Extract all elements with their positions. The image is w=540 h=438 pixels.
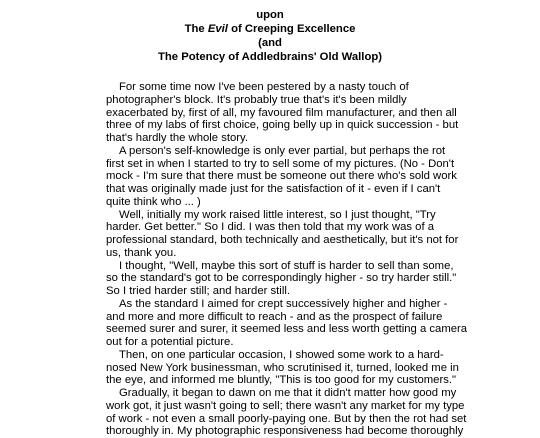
title-line-1: upon [256, 9, 284, 21]
body-line: out for a potential picture. [106, 336, 234, 348]
body-line: Gradually, it began to dawn on me that it didn't matter how good my [119, 387, 457, 399]
title-line-2-emphasis: Evil [207, 23, 228, 35]
body-line: that was originally made just for the satisfaction of it - even if I can't [106, 183, 441, 195]
body-line: harder. Get better." So I did. I was then told that my work was of a [106, 221, 435, 234]
body-line: exacerbated by, first of all, my favoured film manufacturer, and then all [106, 106, 457, 119]
body-line: that's hardly the whole story. [106, 132, 248, 144]
title-line-4: The Potency of Addledbrains' Old Wallop) [157, 51, 383, 63]
body-line: first set in when I started to try to sell some of my pictures. (No - Don't [106, 157, 455, 170]
body-line: so the standard's got to be correspondingly higher - so try harder still." [106, 272, 457, 285]
body-line: So I tried harder still; and harder still. [106, 285, 290, 297]
document-title [0, 8, 540, 64]
body-line: and more and more difficult to reach - and as the prospect of failure [106, 310, 443, 323]
body-line: I thought, "Well, maybe this sort of stuff is harder to sell than some, [119, 259, 454, 272]
body-line: three of my labs of first choice, going belly up in quick succession - but [106, 119, 459, 132]
title-line-2-pre: The [184, 23, 208, 35]
body-line: quite think who ... ) [106, 195, 201, 208]
body-line: thoroughly in. My photographic responsiveness had become thoroughly [106, 425, 464, 438]
body-line: the eye, and informed me bluntly, "This is too good for my customers." [106, 374, 457, 387]
body-line: A person's self-knowledge is only ever partial, but perhaps the rot [119, 144, 446, 157]
title-line-2-post: of Creeping Excellence [227, 23, 356, 35]
body-line: professional standard, both technically and aesthetically, but it's not for [106, 234, 459, 246]
body-line: seemed surer and surer, it seemed less and less worth getting a camera [106, 323, 468, 336]
body-line: For some time now I've been pestered by a nasty touch of [119, 81, 409, 93]
body-line: nosed New York businessman, who scrutinised it, turned, looked me in [106, 361, 459, 374]
title-line-3: (and [258, 37, 282, 49]
body-line: Then, on one particular occasion, I showed some work to a hard- [119, 348, 444, 361]
body-line: us, thank you. [106, 246, 177, 259]
body-line: photographer's block. It's probably true that's it's been mildly [106, 93, 407, 106]
body-line: of work - not even a small poorly-paying one. But by then the rot had set [106, 412, 467, 425]
document-body [106, 81, 468, 438]
body-line: mock - I'm sure that there must be someone out there who's sold work [106, 170, 457, 183]
body-line: As the standard I aimed for crept successively higher and higher - [119, 297, 448, 310]
body-line: Well, initially my work raised little interest, so I just thought, "Try [119, 208, 436, 221]
body-line: work got, it just wasn't going to sell; there wasn't any market for my type [106, 399, 465, 412]
title-line-2 [0, 22, 540, 36]
